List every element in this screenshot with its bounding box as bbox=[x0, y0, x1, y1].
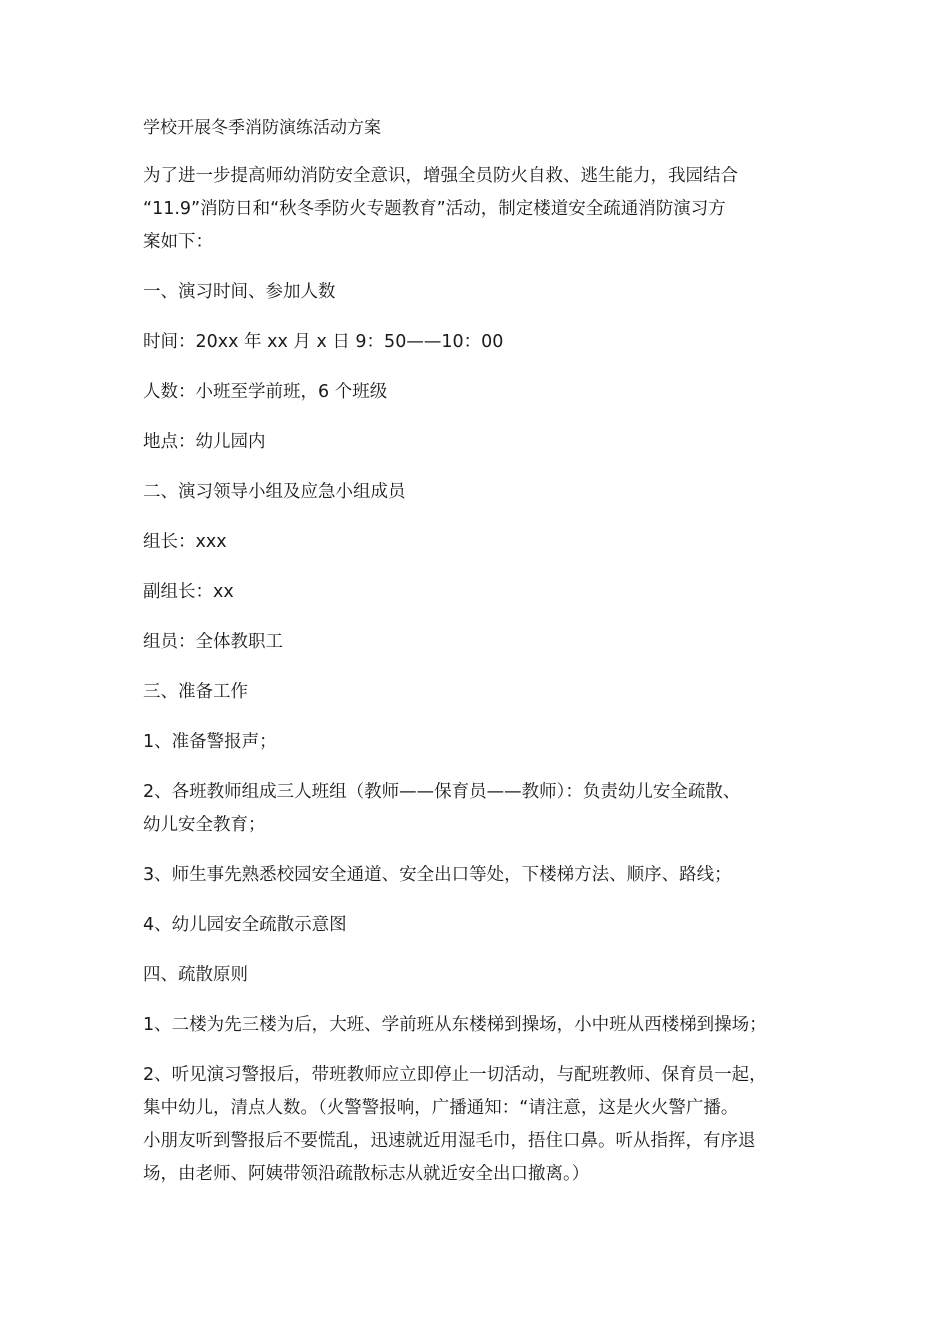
text-line: 幼儿安全教育； bbox=[143, 815, 266, 835]
text-line: 副组长：xx bbox=[143, 582, 234, 602]
paragraph-list bbox=[143, 164, 813, 1186]
document-title: 学校开展冬季消防演练活动方案 bbox=[143, 118, 381, 138]
text-line: 场，由老师、阿姨带领沿疏散标志从就近安全出口撤离。） bbox=[143, 1164, 590, 1184]
paragraph bbox=[143, 280, 813, 304]
text-line: 案如下： bbox=[143, 232, 213, 252]
text-line: 2、各班教师组成三人班组（教师——保育员——教师）：负责幼儿安全疏散、 bbox=[143, 782, 741, 802]
text-line: 三、准备工作 bbox=[143, 682, 248, 702]
paragraph bbox=[143, 480, 813, 504]
paragraph bbox=[143, 430, 813, 454]
text-line: 4、幼儿园安全疏散示意图 bbox=[143, 915, 347, 935]
text-line: 地点：幼儿园内 bbox=[143, 432, 266, 452]
text-line: 组员：全体教职工 bbox=[143, 632, 283, 652]
text-line: 组长：xxx bbox=[143, 532, 227, 552]
paragraph bbox=[143, 380, 813, 404]
text-line: 1、二楼为先三楼为后，大班、学前班从东楼梯到操场，小中班从西楼梯到操场； bbox=[143, 1015, 767, 1035]
text-line: 2、听见演习警报后，带班教师应立即停止一切活动，与配班教师、保育员一起， bbox=[143, 1065, 767, 1085]
text-line: “11.9”消防日和“秋冬季防火专题教育”活动，制定楼道安全疏通消防演习方 bbox=[143, 199, 726, 219]
paragraph bbox=[143, 730, 813, 754]
paragraph bbox=[143, 680, 813, 704]
text-line: 为了进一步提高师幼消防安全意识，增强全员防火自救、逃生能力，我园结合 bbox=[143, 166, 738, 186]
text-line: 人数：小班至学前班，6 个班级 bbox=[143, 382, 388, 402]
paragraph bbox=[143, 630, 813, 654]
paragraph bbox=[143, 330, 813, 354]
paragraph bbox=[143, 863, 813, 887]
paragraph bbox=[143, 580, 813, 604]
paragraph bbox=[143, 913, 813, 937]
text-line: 一、演习时间、参加人数 bbox=[143, 282, 336, 302]
text-line: 二、演习领导小组及应急小组成员 bbox=[143, 482, 406, 502]
text-line: 集中幼儿，清点人数。（火警警报响，广播通知：“请注意，这是火火警广播。 bbox=[143, 1098, 739, 1118]
paragraph bbox=[143, 530, 813, 554]
paragraph bbox=[143, 1063, 813, 1186]
paragraph bbox=[143, 1013, 813, 1037]
paragraph bbox=[143, 164, 813, 254]
document-body bbox=[143, 116, 813, 1212]
paragraph bbox=[143, 963, 813, 987]
text-line: 时间：20xx 年 xx 月 x 日 9：50——10：00 bbox=[143, 332, 504, 352]
text-line: 3、师生事先熟悉校园安全通道、安全出口等处，下楼梯方法、顺序、路线； bbox=[143, 865, 732, 885]
text-line: 小朋友听到警报后不要慌乱，迅速就近用湿毛巾，捂住口鼻。听从指挥，有序退 bbox=[143, 1131, 756, 1151]
text-line: 1、准备警报声； bbox=[143, 732, 277, 752]
paragraph bbox=[143, 780, 813, 837]
text-line: 四、疏散原则 bbox=[143, 965, 248, 985]
